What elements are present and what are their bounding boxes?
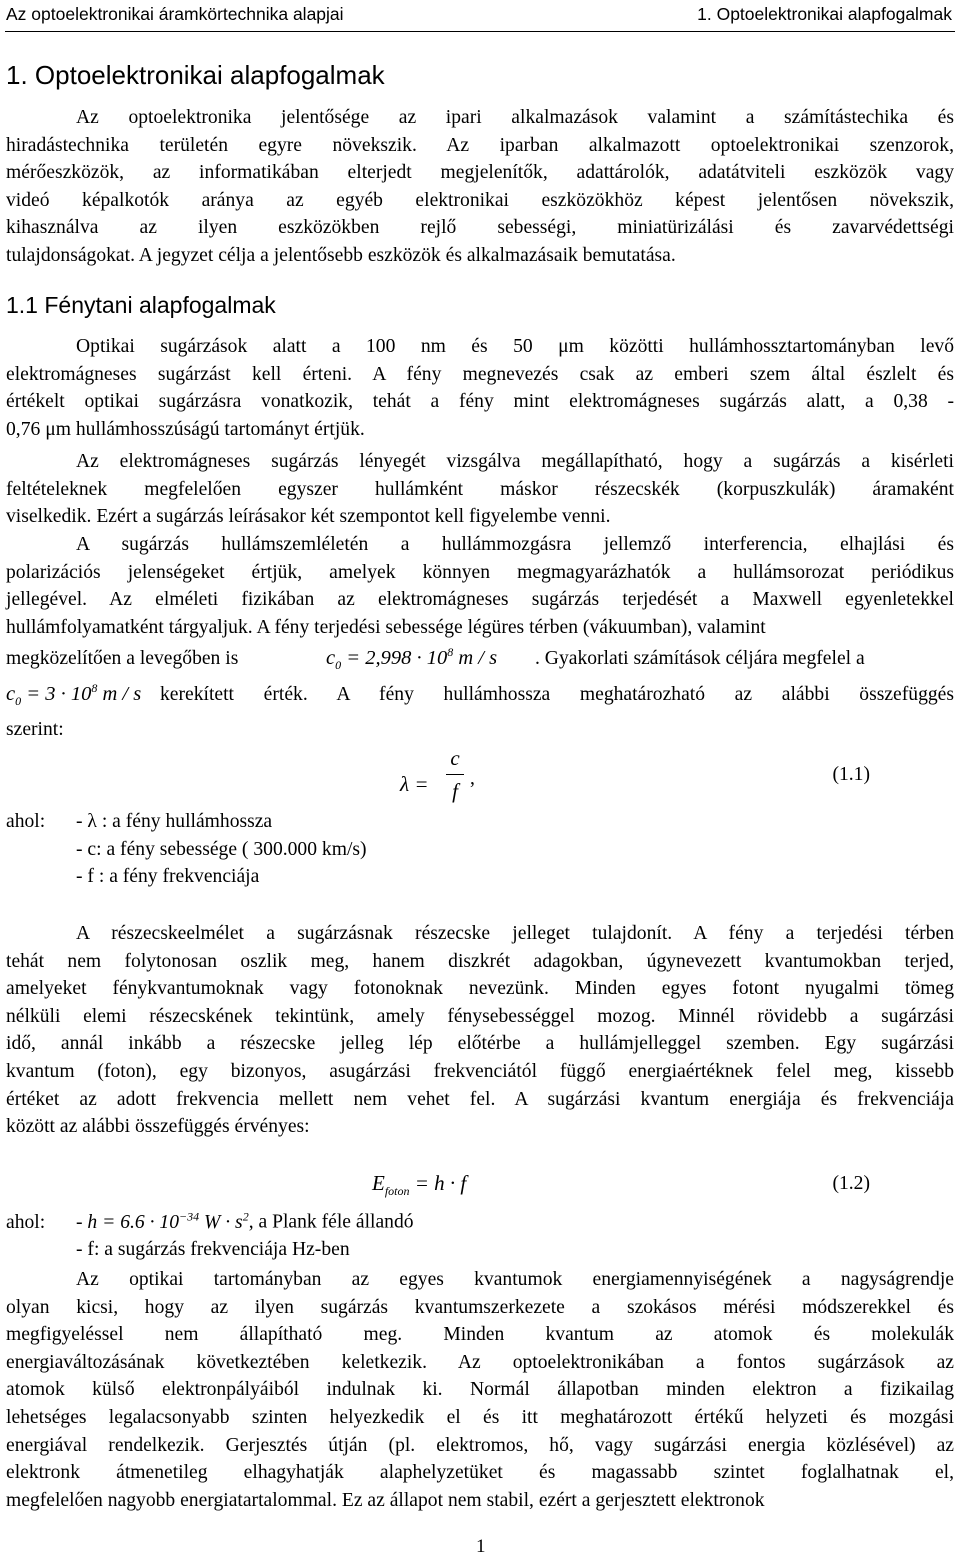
- intro-line: hiradástechnika területén egyre növekszik. Az iparban alkalmazott optoelektronikai szenzorok,: [6, 134, 954, 156]
- p1-line: 0,76 μm hullámhosszúságú tartományt értjük.: [6, 418, 365, 440]
- eq2-number: (1.2): [832, 1173, 870, 1194]
- p4-line: között az alábbi összefüggés érvényes:: [6, 1116, 310, 1138]
- p4-line: amelyeket fénykvantumoknak vagy fotonoknak nevezünk. Minden egyes fotont nyugalmi tömeg: [6, 978, 954, 1000]
- intro-line: tulajdonságokat. A jegyzet célja a jelentősebb eszközök és alkalmazásaik bemutatása.: [6, 244, 676, 266]
- p4-line: értéket az adott frekvencia mellett nem vehet fel. A sugárzási kvantum energiája és frekvenciája: [6, 1088, 954, 1110]
- intro-line: videó képalkotók aránya az egyéb elektronikai eszközökhöz képest jelentősen növekszik,: [6, 189, 954, 211]
- p5-line: atomok külső elektronpályáiból indulnak ki. Normál állapotban minden elektron a fizikailag: [6, 1379, 954, 1401]
- p5-line: lehetséges legalacsonyabb szinten helyezkedik el és itt meghatározott értékű helyzeti és mozgási: [6, 1406, 954, 1428]
- paragraph-particle-theory: [6, 920, 954, 1141]
- intro-line: kihasználva az ilyen eszközökben rejlő sebességi, miniatürizálási és zavarvédettségi: [6, 217, 954, 239]
- eq1-fraction-bar: [446, 774, 464, 775]
- eq1-comma: ,: [470, 768, 475, 789]
- eq1-numerator: c: [450, 746, 460, 770]
- where1-label: ahol:: [6, 811, 46, 832]
- paragraph-wave-theory: [6, 531, 954, 641]
- section-title: 1. Optoelektronikai alapfogalmak: [6, 60, 385, 90]
- eq2-foton-subscript: foton: [384, 1184, 410, 1199]
- p5-line: megfigyeléssel nem állapítható meg. Minden kvantum az atomok és molekulák: [6, 1324, 954, 1346]
- p4-line: tehát nem folytonosan oszlik meg, hanem diszkrét adagokban, úgynevezett kvantumokban terjed,: [6, 950, 954, 972]
- intro-line: Az optoelektronika jelentősége az ipari alkalmazások valamint a számítástechika és: [76, 107, 954, 128]
- header-left: Az optoelektronikai áramkörtechnika alapjai: [6, 4, 344, 24]
- p5-line: Az optikai tartományban az egyes kvantumok energiamennyiségének a nagyságrendje: [76, 1269, 954, 1290]
- where2-item-h: - $h = 6.6 \cdot 10^{-34}$ $W \cdot s^2$, a Plank féle állandó: [76, 1209, 414, 1233]
- eq1-lhs: λ =: [400, 772, 429, 796]
- p3-line: A sugárzás hullámszemléletén a hullámmozgásra jellemző interferencia, elhajlási és: [76, 534, 954, 555]
- p4-line: A részecskeelmélet a sugárzásnak részecske jelleget tulajdonít. A fény a terjedési térben: [76, 923, 954, 944]
- p5-line: energiaváltozásának következtében keletkezik. Az optoelektronikában a fontos sugárzások az: [6, 1351, 954, 1373]
- eq1-number: (1.1): [832, 764, 870, 785]
- p5-line: energiával rendelkezik. Gerjesztés útján (pl. elektromos, hő, vagy sugárzási energia közlésével) az: [6, 1434, 954, 1456]
- p1-line: Optikai sugárzások alatt a 100 nm és 50 μm közötti hullámhossztartományban levő: [76, 336, 954, 357]
- intro-paragraph: [6, 104, 954, 270]
- speed-formula-rounded: $c_0 = 3 \cdot 10^8$ m / s: [6, 681, 142, 708]
- p2-line: feltételeknek megfelelően egyszer hullámként máskor részecskék (korpuszkulák) áramaként: [6, 478, 954, 500]
- where2-label: ahol:: [6, 1212, 46, 1233]
- p1-line: értékelt optikai sugárzásra vonatkozik, tehát a fény mint elektromágneses sugárzás alatt, a 0,38 -: [6, 391, 954, 413]
- p4-line: kvantum (foton), egy bizonyos, asugárzási frekvenciától függő energiaértéknek felel meg, kissebb: [6, 1060, 954, 1082]
- where2-item-h-desc: , a Plank féle állandó: [248, 1211, 414, 1233]
- eq2-rhs: = h · f: [414, 1171, 467, 1195]
- where2-item-f: - f: a sugárzás frekvenciája Hz-ben: [76, 1239, 350, 1260]
- speed-line-text-after: . Gyakorlati számítások céljára megfelel a: [535, 648, 865, 669]
- header-rule: [5, 31, 955, 32]
- where1-item-lambda: - λ : a fény hullámhossza: [76, 811, 273, 832]
- p4-line: idő, annál inkább a részecske jelleg lép előtérbe a hullámjelleggel szemben. Egy sugárzási: [6, 1033, 954, 1055]
- p2-line: Az elektromágneses sugárzás lényegét vizsgálva megállapítható, hogy a sugárzás a kisérleti: [76, 451, 954, 472]
- speed-line-text: megközelítően a levegőben is: [6, 648, 239, 669]
- intro-line: mérőeszközök, az informatikában elterjedt megjelenítők, adattárolók, adatátviteli eszközök vagy: [6, 162, 954, 184]
- header-right: 1. Optoelektronikai alapfogalmak: [697, 4, 952, 24]
- p1-line: elektromágneses sugárzást kell érteni. A fény megnevezés csak az emberi szem által észlelt és: [6, 363, 954, 385]
- paragraph-quantum-energy: [6, 1266, 954, 1514]
- rounded-line-text: kerekített érték. A fény hullámhossza meghatározható az alábbi összefüggés: [160, 684, 954, 705]
- paragraph-em-radiation: [6, 448, 954, 531]
- page-number: 1: [476, 1536, 486, 1557]
- p3-line: hullámfolyamatként tárgyaljuk. A fény terjedési sebessége légüres térben (vákuumban), valamint: [6, 616, 766, 638]
- subsection-title: 1.1 Fénytani alapfogalmak: [6, 292, 276, 318]
- p4-line: nélküli elemi részecskének tekintünk, amely fénysebességgel mozog. Minnél rövidebb a sugárzási: [6, 1005, 954, 1027]
- eq2-energy-symbol: E: [372, 1171, 385, 1195]
- szerint-line: szerint:: [6, 719, 64, 740]
- paragraph-optical-radiation: [6, 333, 954, 443]
- eq2-formula: [372, 1171, 466, 1199]
- p5-line: elektronk átmenetileg elhagyhatják alaphelyzetüket és magassabb szintet foglalhatnak el,: [6, 1462, 954, 1484]
- where1-item-f: - f : a fény frekvenciája: [76, 866, 260, 887]
- speed-formula-exact: $c_0 = 2,998 \cdot 10^8$ m / s: [326, 645, 498, 672]
- p5-line: megfelelően nagyobb energiatartalommal. Ez az állapot nem stabil, ezért a gerjesztett elektronok: [6, 1489, 765, 1511]
- p2-line: viselkedik. Ezért a sugárzás leírásakor két szempontot kell figyelembe venni.: [6, 506, 611, 528]
- eq1-denominator: f: [452, 779, 458, 803]
- p3-line: jellegével. Az elméleti fizikában az elektromágneses sugárzás terjedését a Maxwell egyenletekkel: [6, 589, 954, 611]
- where1-item-c: - c: a fény sebessége ( 300.000 km/s): [76, 839, 367, 860]
- p3-line: polarizációs jelenségeket értjük, amelyek könnyen megmagyarázhatók a hullámsorozat periódikus: [6, 561, 954, 583]
- p5-line: olyan kicsi, hogy az ilyen sugárzás kvantumszerkezete a szokásos mérési módszerekkel és: [6, 1296, 954, 1318]
